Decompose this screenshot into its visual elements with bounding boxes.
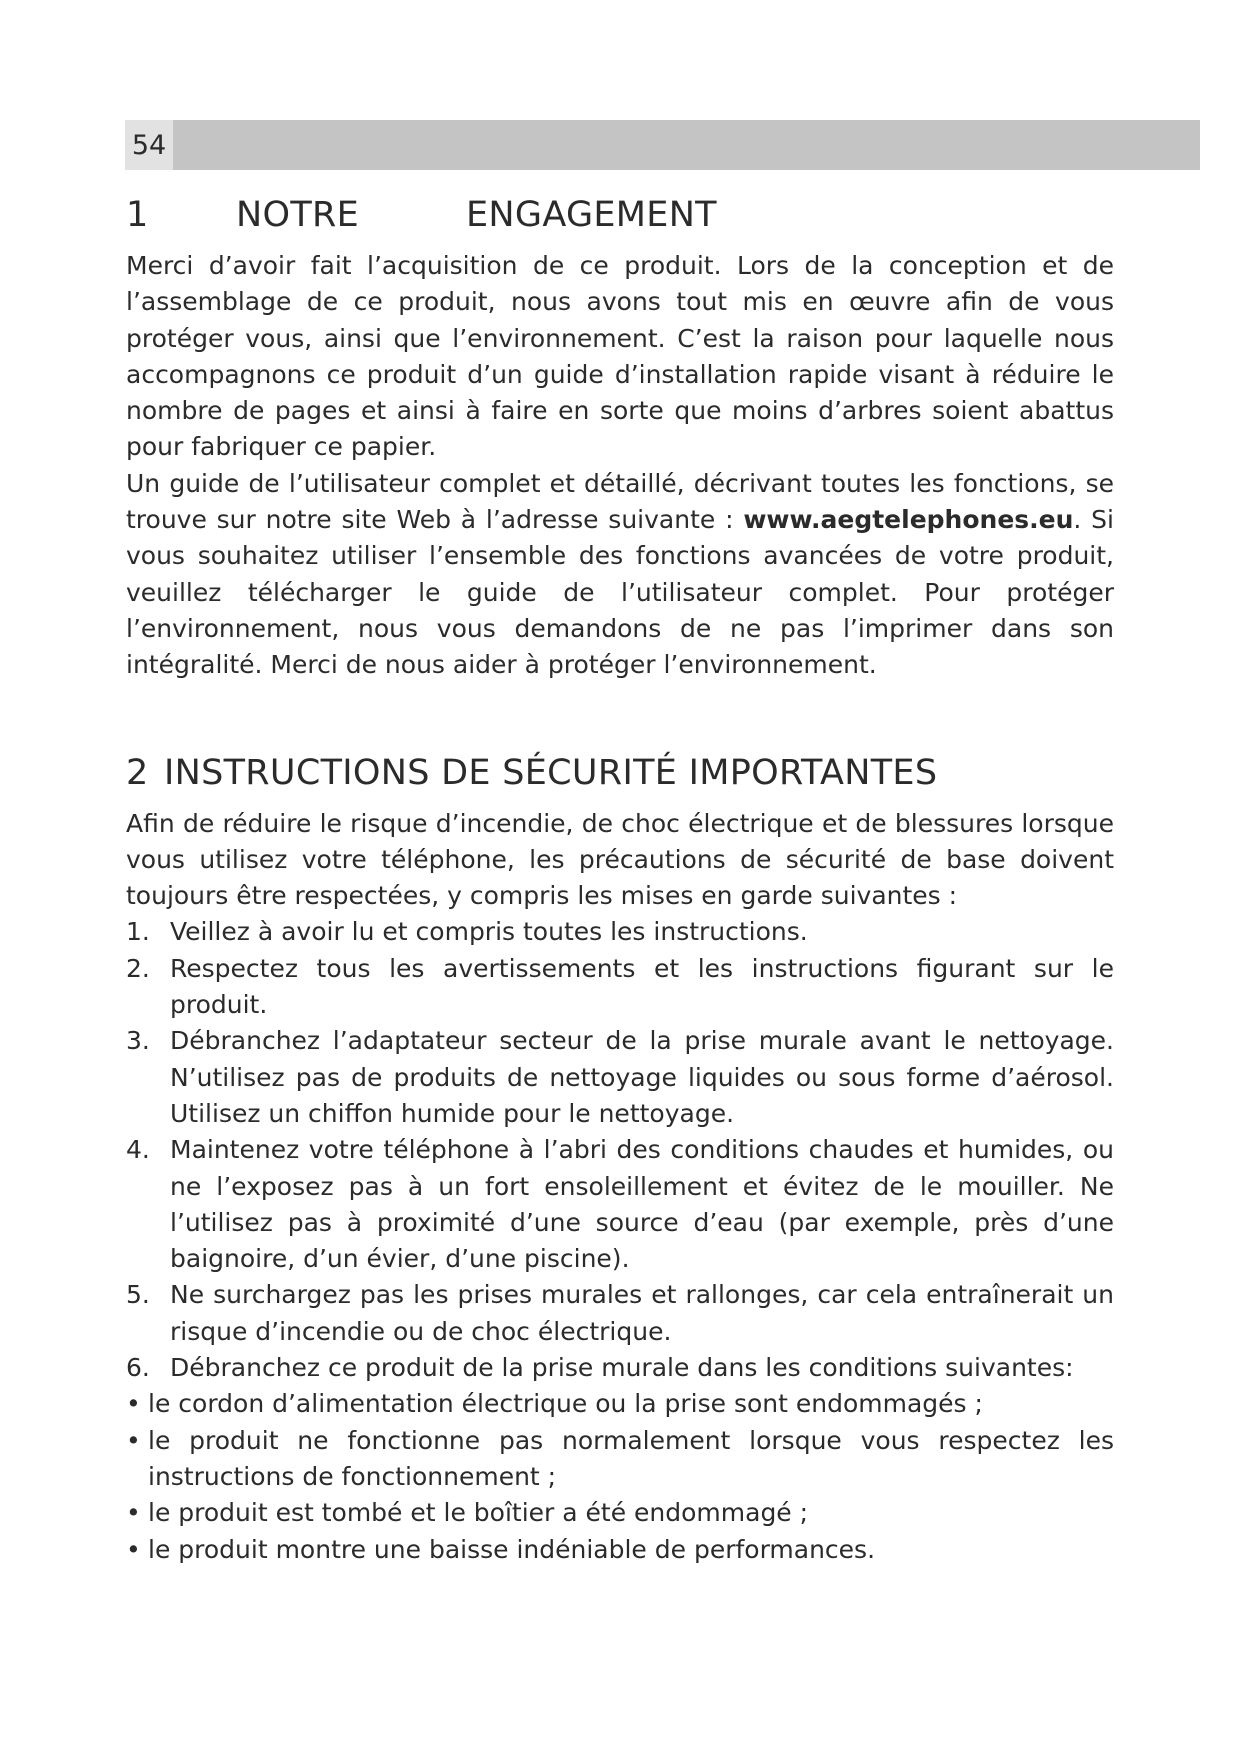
list-item-number: 3. bbox=[126, 1026, 150, 1056]
page-header-bar bbox=[125, 120, 1200, 170]
section-1-paragraph-1: Merci d’avoir fait l’acquisition de ce produit. Lors de la conception et de l’assemblage de ce produit, nous avons tout mis en œuvre afin de vous protéger vous, ainsi que l’environnement. C’est la raison pour laquelle nous accompagnons ce produit d’un guide d’installation rapide visant à réduire le nombre de pages et ainsi à faire en sorte que moins d’arbres soient abattus pour fabriquer ce papier. bbox=[126, 251, 1114, 462]
list-item-number: 2. bbox=[126, 953, 150, 983]
section-2-title-text: INSTRUCTIONS DE SÉCURITÉ IMPORTANTES bbox=[164, 752, 938, 793]
list-item bbox=[126, 951, 1114, 1024]
section-1-title bbox=[126, 190, 1114, 240]
section-1-title-word-1: NOTRE bbox=[236, 195, 360, 235]
list-item bbox=[126, 1350, 1114, 1386]
section-2-title bbox=[126, 748, 1114, 798]
page-number: 54 bbox=[125, 120, 173, 170]
list-item-text: Veillez à avoir lu et compris toutes les instructions. bbox=[170, 917, 808, 947]
bullet-icon: • bbox=[126, 1389, 141, 1419]
bullet-item-text: le produit montre une baisse indéniable de performances. bbox=[148, 1534, 876, 1564]
list-item-number: 5. bbox=[126, 1280, 150, 1310]
website-link[interactable]: www.aegtelephones.eu bbox=[743, 505, 1074, 535]
section-2-intro: Afin de réduire le risque d’incendie, de choc électrique et de blessures lorsque vous utilisez votre téléphone, les précautions de sécurité de base doivent toujours être respectées, y compris les mises en garde suivantes : bbox=[126, 808, 1114, 911]
bullet-icon: • bbox=[126, 1534, 141, 1564]
bullet-icon: • bbox=[126, 1498, 141, 1528]
unplug-conditions-list bbox=[126, 1386, 1114, 1567]
bullet-item-text: le produit ne fonctionne pas normalement lorsque vous respectez les instructions de fonctionnement ; bbox=[148, 1425, 1114, 1491]
section-2-number: 2 bbox=[126, 752, 149, 793]
bullet-item bbox=[126, 1386, 1114, 1422]
bullet-icon: • bbox=[126, 1425, 141, 1455]
section-1-paragraph-2-before: Un guide de l’utilisateur complet et détaillé, décrivant toutes les fonctions, se trouve sur notre site Web à l’adresse suivante : bbox=[126, 468, 1114, 535]
section-1-number: 1 bbox=[126, 195, 149, 235]
bullet-item bbox=[126, 1532, 1114, 1568]
list-item-text: Débranchez l’adaptateur secteur de la prise murale avant le nettoyage. N’utilisez pas de produits de nettoyage liquides ou sous forme d’aérosol. Utilisez un chiffon humide pour le nettoyage. bbox=[170, 1026, 1114, 1128]
bullet-item-text: le cordon d’alimentation électrique ou la prise sont endommagés ; bbox=[148, 1389, 983, 1419]
bullet-item bbox=[126, 1423, 1114, 1496]
list-item bbox=[126, 1023, 1114, 1132]
list-item bbox=[126, 914, 1114, 950]
section-1-paragraph-2-after: . Si vous souhaitez utiliser l’ensemble des fonctions avancées de votre produit, veuillez télécharger le guide de l’utilisateur complet. Pour protéger l’environnement, nous vous demandons de ne pas l’imprimer dans son intégralité. Merci de nous aider à protéger l’environnement. bbox=[126, 505, 1114, 680]
list-item-text: Respectez tous les avertissements et les instructions figurant sur le produit. bbox=[170, 953, 1114, 1020]
list-item-number: 4. bbox=[126, 1135, 150, 1165]
list-item-number: 1. bbox=[126, 917, 150, 947]
section-1-title-word-2: ENGAGEMENT bbox=[466, 195, 717, 235]
list-item-text: Débranchez ce produit de la prise murale dans les conditions suivantes: bbox=[170, 1353, 1074, 1383]
page-content bbox=[126, 190, 1114, 1568]
list-item-number: 6. bbox=[126, 1353, 150, 1383]
bullet-item-text: le produit est tombé et le boîtier a été endommagé ; bbox=[148, 1498, 809, 1528]
list-item bbox=[126, 1277, 1114, 1350]
list-item-text: Ne surchargez pas les prises murales et rallonges, car cela entraînerait un risque d’incendie ou de choc électrique. bbox=[170, 1280, 1114, 1346]
section-2 bbox=[126, 748, 1114, 1568]
section-1-paragraph-2 bbox=[126, 466, 1114, 684]
list-item-text: Maintenez votre téléphone à l’abri des conditions chaudes et humides, ou ne l’exposez pas à un fort ensoleillement et évitez de le mouiller. Ne l’utilisez pas à proximité d’une source d’eau (par exemple, près d’une baignoire, d’un évier, d’une piscine). bbox=[170, 1135, 1114, 1274]
safety-instructions-list bbox=[126, 914, 1114, 1386]
list-item bbox=[126, 1132, 1114, 1277]
bullet-item bbox=[126, 1495, 1114, 1531]
